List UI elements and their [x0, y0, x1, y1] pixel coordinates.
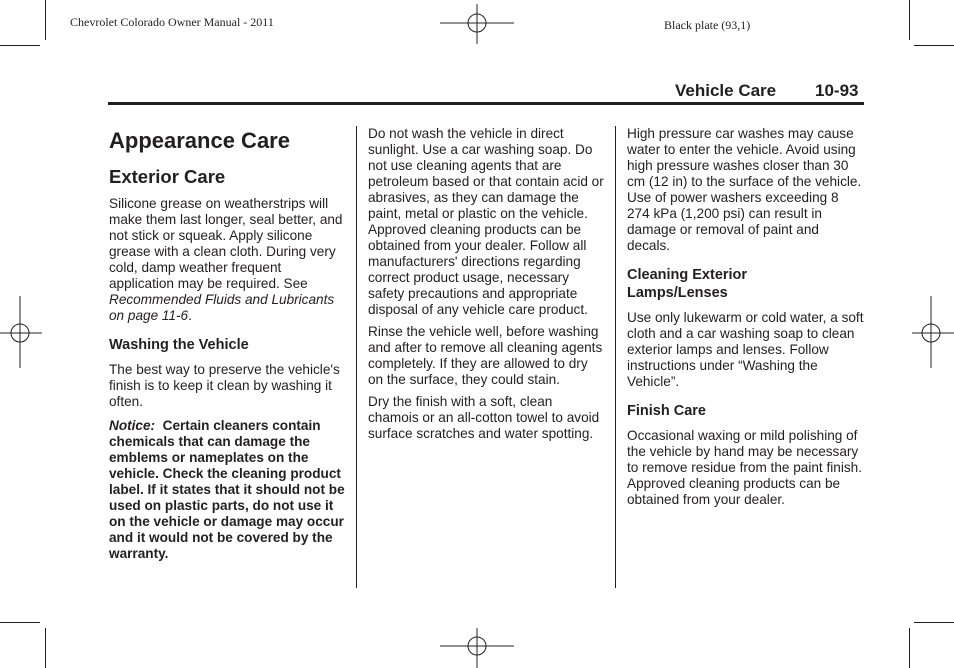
crop-mark-bottom-left-v — [45, 628, 46, 668]
crop-mark-bottom-left-h — [0, 622, 40, 623]
paragraph-washing-instructions: Do not wash the vehicle in direct sunlight. Use a car washing soap. Do not use cleaning agents that are petroleum based or that contain acid or abrasives, as they can damage the paint, metal or plastic on the vehicle. Approved cleaning products can be obtained from your dealer. Follow all manufacturers' directions regarding correct product usage, necessary safety precautions and appropriate disposal of any vehicle care product. — [368, 126, 604, 317]
cross-reference-link: Recommended Fluids and Lubricants on page 11-6 — [109, 292, 335, 323]
registration-mark-bottom — [440, 628, 514, 668]
paragraph-silicone-text: Silicone grease on weatherstrips will make them last longer, seal better, and not stick or squeak. Apply silicone grease with a clean cloth. During very cold, damp weather frequent application may be required. See — [109, 196, 343, 291]
column-divider-1 — [356, 126, 357, 588]
paragraph-silicone-grease — [109, 196, 349, 324]
header-rule — [108, 102, 864, 105]
column-2 — [368, 126, 604, 448]
print-header-right: Black plate (93,1) — [664, 18, 751, 32]
paragraph-high-pressure: High pressure car washes may cause water to enter the vehicle. Avoid using high pressure washes closer than 30 cm (12 in) to the surface of the vehicle. Use of power washers exceeding 8 274 kPa (1,200 psi) can result in damage or removal of paint and decals. — [627, 126, 862, 253]
subheading-washing-the-vehicle: Washing the Vehicle — [109, 337, 249, 353]
crop-mark-top-left-v — [45, 0, 46, 40]
running-header-section: Vehicle Care — [675, 81, 777, 100]
page-title: Appearance Care — [109, 128, 290, 153]
registration-mark-right — [912, 296, 954, 368]
paragraph-dry-finish: Dry the finish with a soft, clean chamois or an all-cotton towel to avoid surface scratches and water spotting. — [368, 394, 600, 441]
paragraph-preserve-finish: The best way to preserve the vehicle's finish is to keep it clean by washing it often. — [109, 362, 340, 409]
notice-text: Certain cleaners contain chemicals that can damage the emblems or nameplates on the vehicle. Check the cleaning product label. If it states that it should not be used on plastic parts, do not use it on the vehicle or damage may occur and it would not be covered by the warranty. — [109, 418, 345, 561]
column-3 — [627, 126, 865, 514]
print-header-left: Chevrolet Colorado Owner Manual - 2011 — [70, 15, 274, 29]
subheading-finish-care: Finish Care — [627, 403, 706, 419]
paragraph-silicone-end: . — [188, 308, 192, 323]
paragraph-lamps-lenses: Use only lukewarm or cold water, a soft cloth and a car washing soap to clean exterior lamps and lenses. Follow instructions under “Washing the Vehicle”. — [627, 310, 864, 389]
subheading-cleaning-lamps — [627, 266, 865, 302]
notice-block — [109, 418, 349, 562]
crop-mark-top-right-v — [909, 0, 910, 40]
column-1 — [109, 126, 349, 568]
running-header-page-number: 10-93 — [815, 81, 859, 100]
crop-mark-bottom-right-v — [909, 628, 910, 668]
notice-label: Notice: — [109, 418, 156, 433]
crop-mark-top-right-h — [914, 45, 954, 46]
section-heading-exterior-care: Exterior Care — [109, 166, 226, 187]
crop-mark-bottom-right-h — [914, 622, 954, 623]
paragraph-finish-care: Occasional waxing or mild polishing of the vehicle by hand may be necessary to remove residue from the paint finish. Approved cleaning products can be obtained from your dealer. — [627, 428, 862, 507]
registration-mark-top — [440, 4, 514, 44]
paragraph-rinse: Rinse the vehicle well, before washing and after to remove all cleaning agents completely. If they are allowed to dry on the surface, they could stain. — [368, 324, 603, 387]
subheading-cleaning-lamps-line1: Cleaning Exterior — [627, 267, 748, 283]
subheading-cleaning-lamps-line2: Lamps/Lenses — [627, 285, 728, 301]
column-divider-2 — [615, 126, 616, 588]
registration-mark-left — [0, 296, 42, 368]
crop-mark-top-left-h — [0, 45, 40, 46]
